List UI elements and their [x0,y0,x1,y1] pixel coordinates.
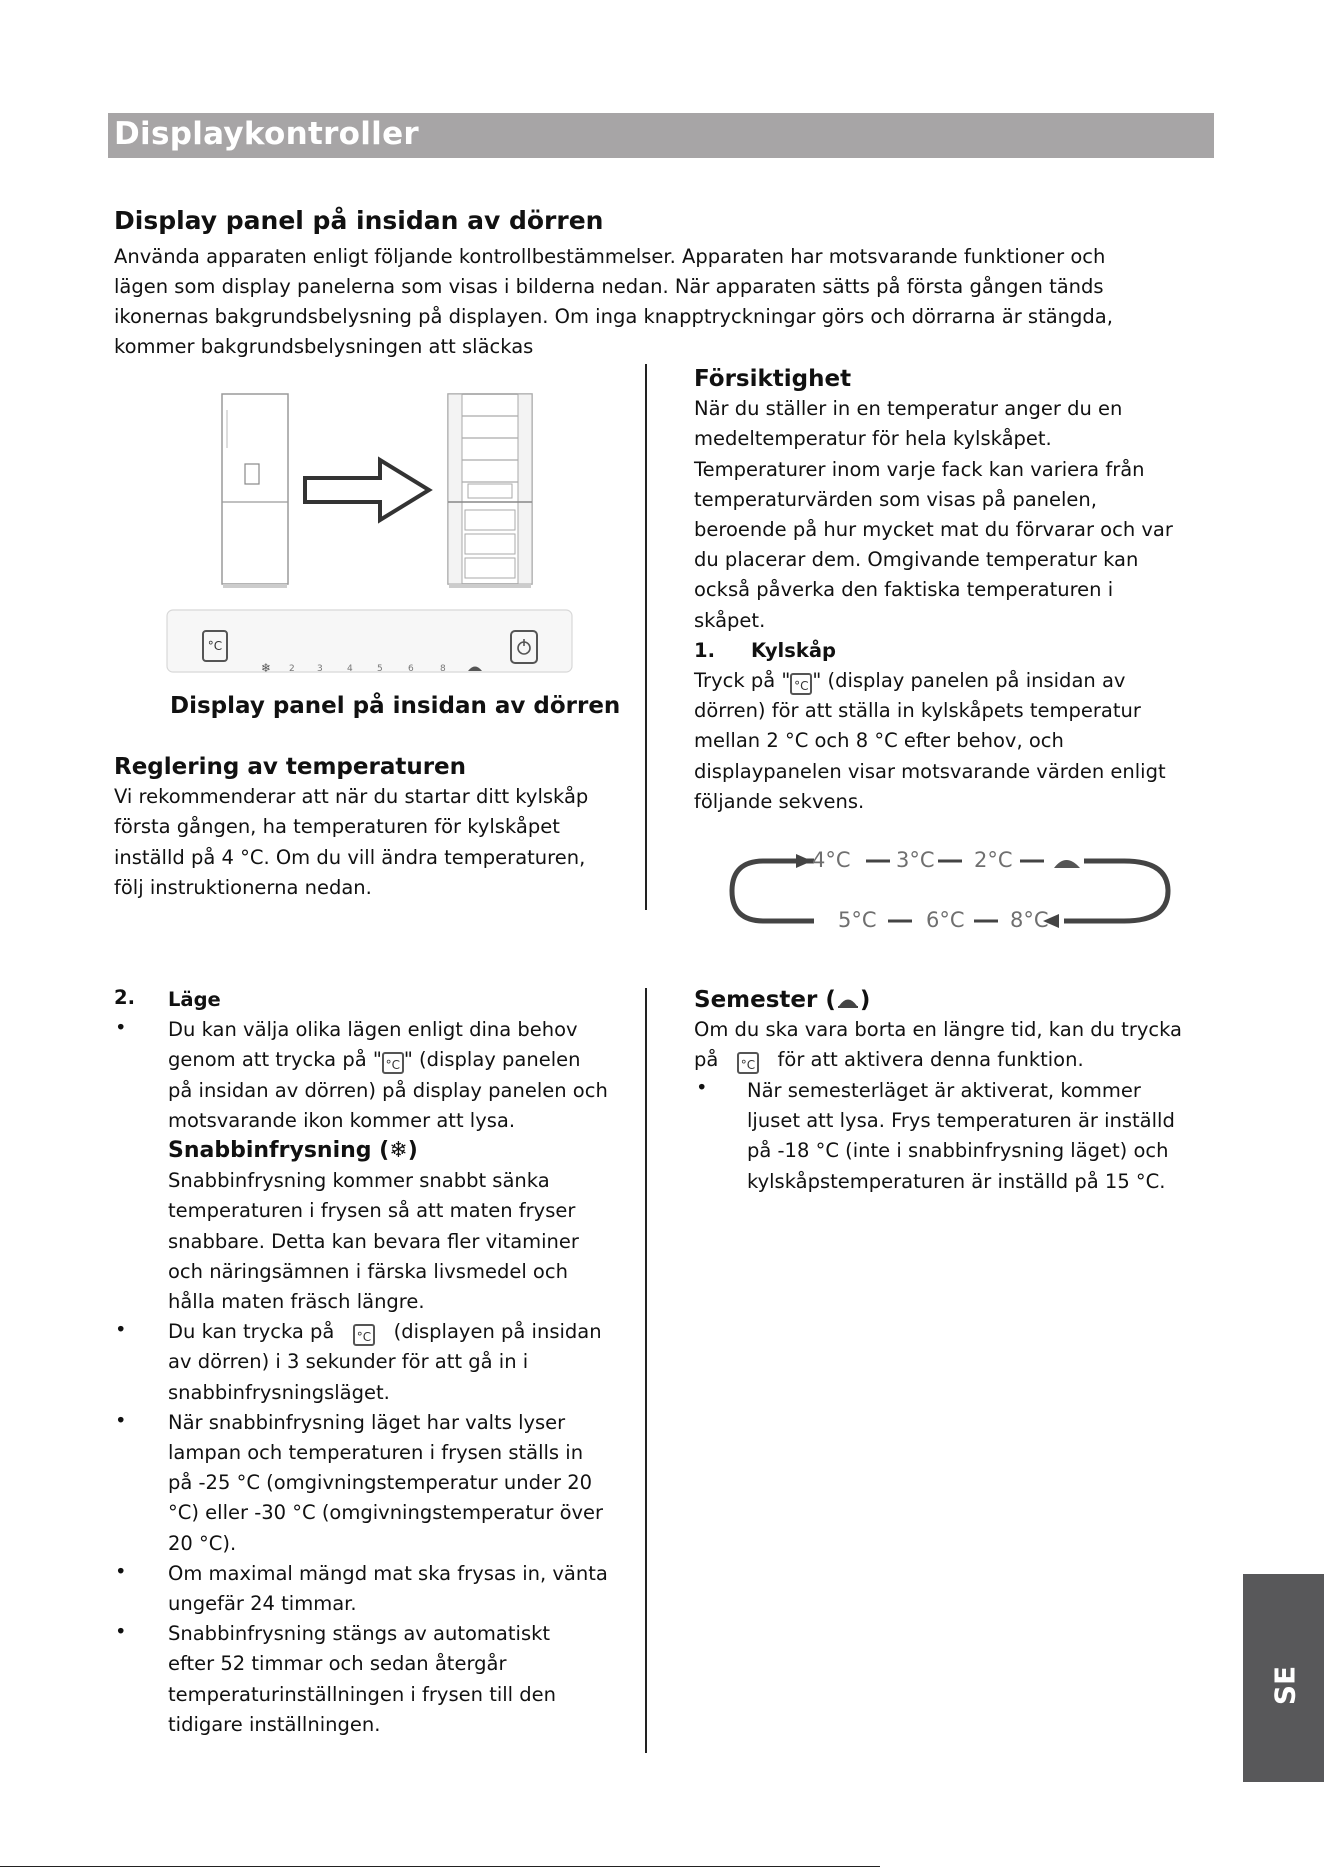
temperature-key-icon [202,630,228,662]
vacation-icon [466,660,484,674]
vacation-bullet-line: kylskåpstemperaturen är inställd på 15 °C. [747,1169,1166,1193]
regulation-heading: Reglering av temperaturen [114,754,467,780]
fridge-item-line: följande sekvens. [694,789,865,813]
snowflake-icon: ❄ [261,661,272,675]
fridge-item-line: mellan 2 °C och 8 °C efter behov, och [694,729,1064,753]
caution-line: Temperaturer inom varje fack kan variera från [694,457,1145,481]
mode-text: Du kan trycka på [168,1320,335,1344]
intro-line: ikonernas bakgrundsbelysning på displayen. Om inga knapptryckningar görs och dörrarna är stängda, [114,305,1113,328]
vacation-bullet-line: på -18 °C (inte i snabbinfrysning läget) och [747,1139,1169,1163]
section-header-bar [108,113,1214,158]
regulation-line: första gången, ha temperaturen för kylskåpet [114,815,560,839]
mode-line: temperaturinställningen i frysen till den [168,1682,557,1706]
mode-title: Läge [168,988,221,1011]
mode-line: på -25 °C (omgivningstemperatur under 20 [168,1471,593,1495]
intro-line: kommer bakgrundsbelysningen att släckas [114,335,534,358]
bullet: • [115,1620,127,1643]
bullet: • [696,1076,708,1099]
vacation-line [694,1045,1182,1075]
intro-line: lägen som display panelerna som visas i bilderna nedan. När apparaten sätts på första gången tänds [114,275,1104,298]
mode-line: på insidan av dörren) på display panelen och [168,1078,608,1102]
mode-line: motsvarande ikon kommer att lysa. [168,1108,516,1132]
vacation-icon [836,993,860,1009]
mode-line [168,1045,608,1075]
mode-line: Om maximal mängd mat ska frysas in, vänta [168,1561,608,1585]
mode-line: Snabbinfrysning stängs av automatiskt [168,1622,551,1646]
seq-value: 5°C [838,908,877,932]
regulation-line: inställd på 4 °C. Om du vill ändra temperaturen, [114,845,586,869]
figure-caption: Display panel på insidan av dörren [170,693,621,719]
mode-number: 2. [114,986,135,1009]
vacation-text: för att aktivera denna funktion. [777,1048,1084,1072]
vacation-bullet-line: ljuset att lysa. Frys temperaturen är inställd [747,1109,1175,1133]
fridge-item-title: Kylskåp [750,638,836,662]
temperature-key-icon: °C [382,1052,404,1074]
language-tab [1243,1574,1324,1782]
panel-number: 6 [408,664,414,674]
bullet: • [115,1016,127,1039]
bullet: • [115,1409,127,1432]
caution-section [694,364,1173,817]
vacation-text: på [694,1048,719,1072]
bullet: • [115,1318,127,1341]
quick-freeze-title-end: ) [407,1138,418,1164]
seq-value: 6°C [926,908,965,932]
caution-line: medeltemperatur för hela kylskåpet. [694,427,1052,451]
fridge-item-heading [694,636,1173,666]
vacation-section [694,985,1182,1076]
quick-freeze-line: Snabbinfrysning kommer snabbt sänka [168,1169,550,1193]
mode-text: " (display panelen [403,1048,581,1072]
seq-value: 8°C [1010,908,1049,932]
temperature-key-icon: °C [353,1324,375,1346]
bullet: • [115,1560,127,1583]
temperature-key-icon: °C [790,673,812,695]
intro-paragraph [114,242,1224,362]
mode-text: genom att trycka på " [168,1048,382,1072]
panel-number: 3 [317,664,323,674]
vacation-title-end: ) [859,987,871,1013]
panel-number: 8 [440,664,446,674]
vacation-title: Semester ( [694,987,836,1013]
vacation-bullet [747,1076,1175,1197]
caution-line: När du ställer in en temperatur anger du en [694,397,1123,421]
power-key-icon [510,630,538,664]
mode-line: tidigare inställningen. [168,1712,381,1736]
mode-line: När snabbinfrysning läget har valts lyser [168,1410,566,1434]
fridge-item-line: dörren) för att ställa in kylskåpets temperatur [694,699,1141,723]
seq-value: 4°C [812,848,851,872]
panel-number: 2 [289,664,295,674]
vacation-line: Om du ska vara borta en längre tid, kan du trycka [694,1018,1183,1042]
quick-freeze-line: snabbare. Detta kan bevara fler vitaminer [168,1229,579,1253]
regulation-line: Vi rekommenderar att när du startar ditt kylskåp [114,785,589,809]
mode-line: av dörren) i 3 sekunder för att gå in i [168,1350,529,1374]
temperature-key-icon: °C [737,1052,759,1074]
fridge-item-text: " (display panelen på insidan av [812,669,1126,693]
seq-value: 2°C [974,848,1013,872]
mode-section [168,985,608,1740]
panel-number: 4 [347,664,353,674]
language-tab-label: SE [1268,1665,1302,1706]
caution-line: beroende på hur mycket mat du förvarar och var [694,518,1173,542]
caution-line: du placerar dem. Omgivande temperatur kan [694,548,1139,572]
mode-line: snabbinfrysningsläget. [168,1380,390,1404]
vacation-heading [694,985,1182,1015]
panel-number: 5 [377,664,383,674]
fridge-item-number: 1. [694,638,715,662]
page-heading: Display panel på insidan av dörren [114,206,604,235]
mode-line: 20 °C). [168,1531,237,1555]
fridge-item-text: Tryck på " [694,669,791,693]
quick-freeze-line: och näringsämnen i färska livsmedel och [168,1259,568,1283]
column-divider-bottom [645,988,647,1753]
quick-freeze-line: hålla maten fräsch längre. [168,1290,425,1314]
caution-line: skåpet. [694,608,766,632]
section-header-title: Displaykontroller [114,116,420,152]
mode-line: lampan och temperaturen i frysen ställs in [168,1441,584,1465]
mode-line: efter 52 timmar och sedan återgår [168,1652,507,1676]
quick-freeze-line: temperaturen i frysen så att maten fryser [168,1199,576,1223]
caution-line: också påverka den faktiska temperaturen i [694,578,1114,602]
regulation-line: följ instruktionerna nedan. [114,875,372,899]
mode-line: ungefär 24 timmar. [168,1592,357,1616]
vacation-bullet-line: När semesterläget är aktiverat, kommer [747,1079,1141,1102]
mode-text: (displayen på insidan [393,1320,602,1344]
footer-rule [0,1866,880,1867]
mode-line: Du kan välja olika lägen enligt dina behov [168,1018,578,1042]
intro-line: Använda apparaten enligt följande kontrollbestämmelser. Apparaten har motsvarande funktioner och [114,245,1106,268]
column-divider-top [645,364,647,910]
seq-value: 3°C [896,848,935,872]
quick-freeze-title: Snabbinfrysning ( [168,1138,390,1164]
snowflake-icon: ❄ [389,1138,408,1164]
caution-line: temperaturvärden som visas på panelen, [694,487,1097,511]
mode-line: °C) eller -30 °C (omgivningstemperatur över [168,1501,604,1525]
regulation-section [114,752,588,903]
fridge-item-line [694,666,1173,696]
fridge-item-line: displaypanelen visar motsvarande värden enligt [694,759,1166,783]
quick-freeze-heading [168,1136,608,1166]
mode-line [168,1317,608,1347]
temperature-key-label: °C [207,639,223,653]
caution-heading: Försiktighet [694,366,852,392]
